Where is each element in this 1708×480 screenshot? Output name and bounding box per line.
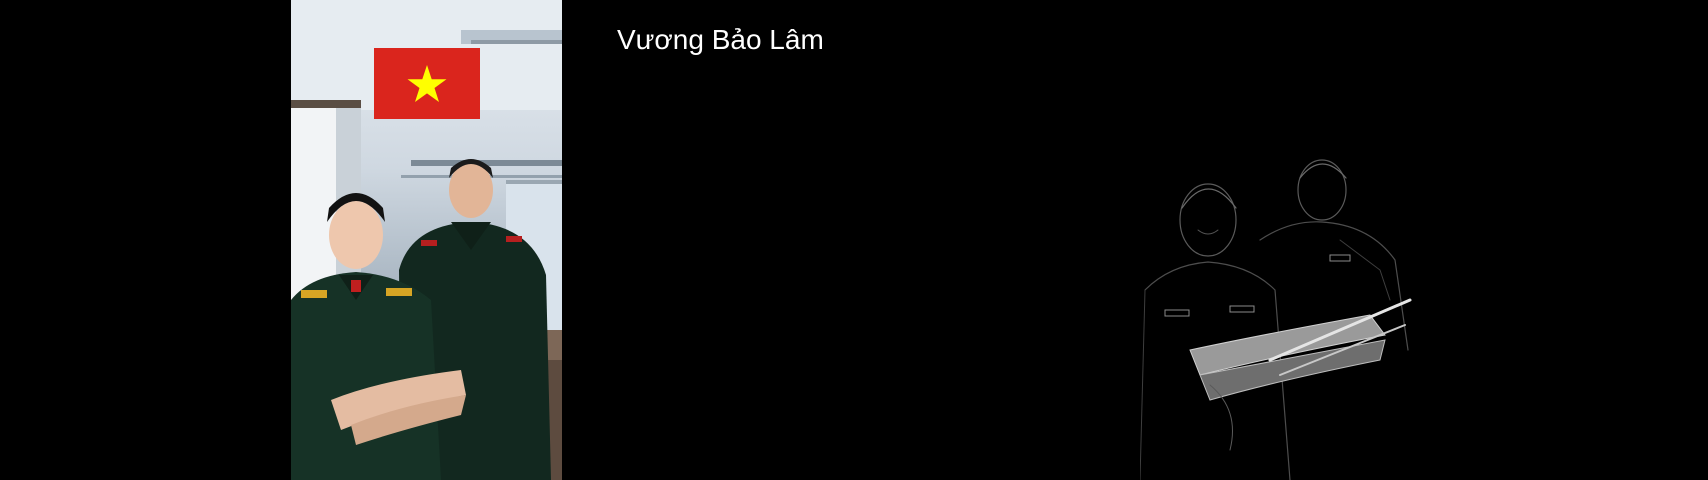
video-title: Vương Bảo Lâm — [617, 24, 824, 55]
edge-detection-silhouette — [1140, 150, 1420, 480]
vietnam-flag-icon — [374, 48, 480, 119]
video-panel — [291, 0, 562, 480]
